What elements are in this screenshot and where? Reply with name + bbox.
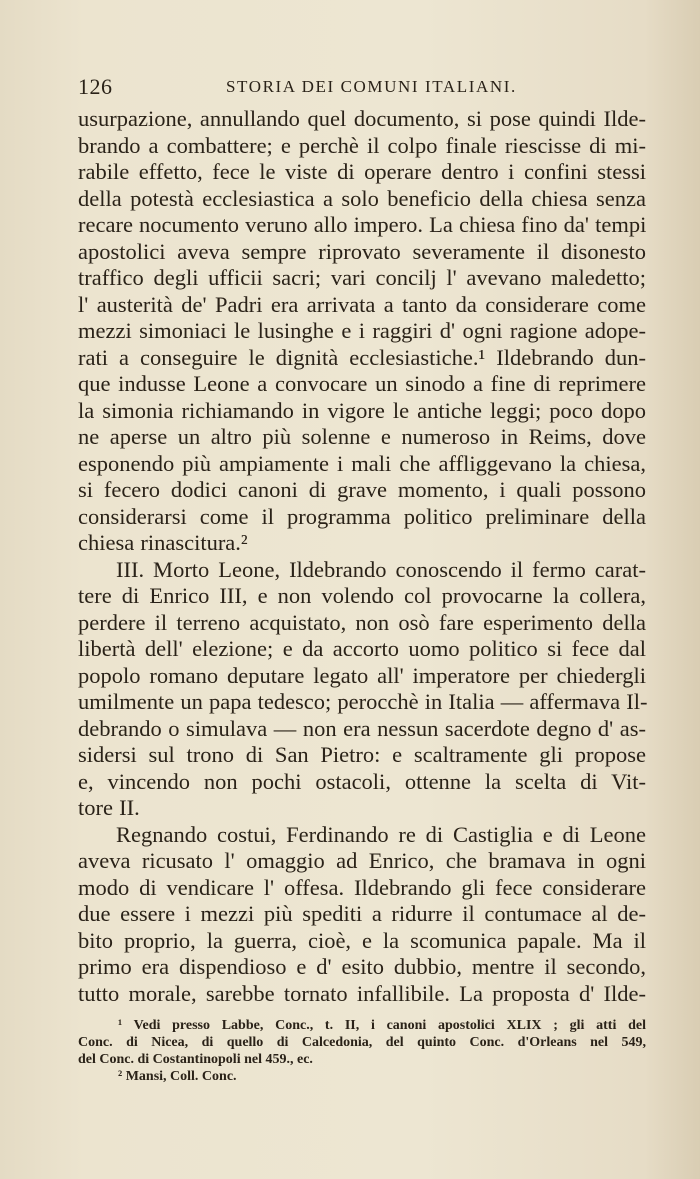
text-line: la simonia richiamando in vigore le antiche leggi; poco dopo (78, 397, 646, 423)
page-number: 126 (78, 74, 113, 99)
text-line: popolo romano deputare legato all' imperatore per chiedergli (78, 662, 646, 688)
text-line: brando a combattere; e perchè il colpo finale riescisse di mi- (78, 132, 646, 158)
text-line: perdere il terreno acquistato, non osò fare esperimento della (78, 609, 646, 635)
text-line: considerarsi come il programma politico preliminare della (78, 503, 646, 529)
footnote-line: ¹ Vedi presso Labbe, Conc., t. II, i canoni apostolici XLIX ; gli atti del (118, 1018, 646, 1033)
page-header (78, 74, 648, 102)
text-line: tutto morale, sarebbe tornato infallibile. La proposta d' Ilde- (78, 980, 646, 1006)
text-line: bito proprio, la guerra, cioè, e la scomunica papale. Ma il (78, 927, 646, 953)
footnote-line: del Conc. di Costantinopoli nel 459., ec. (78, 1052, 313, 1067)
footnotes (78, 1017, 646, 1085)
text-line: esponendo più ampiamente i mali che affliggevano la chiesa, (78, 450, 646, 476)
text-line: ne aperse un altro più solenne e numeroso in Reims, dove (78, 424, 646, 449)
text-line: apostolici aveva sempre riprovato severamente il disonesto (78, 238, 646, 264)
text-line: rati a conseguire le dignità ecclesiastiche.¹ Ildebrando dun- (78, 344, 646, 370)
running-title: STORIA DEI COMUNI ITALIANI. (226, 77, 517, 96)
text-line: sidersi sul trono di San Pietro: e scaltramente gli propose (78, 742, 646, 767)
text-line: della potestà ecclesiastica a solo beneficio della chiesa senza (78, 185, 646, 211)
text-line: recare nocumento veruno allo impero. La chiesa fino da' tempi (78, 212, 647, 237)
paragraph-start-line: Regnando costui, Ferdinando re di Castiglia e di Leone (116, 821, 646, 847)
text-line: traffico degli ufficii sacri; vari concilj l' avevano maledetto; (78, 265, 646, 290)
text-line: usurpazione, annullando quel documento, si pose quindi Ilde- (78, 106, 646, 131)
text-line: modo di vendicare l' offesa. Ildebrando gli fece considerare (78, 874, 646, 900)
footnote-line: ² Mansi, Coll. Conc. (118, 1069, 237, 1084)
text-line: chiesa rinascitura.² (78, 530, 248, 555)
text-line: umilmente un papa tedesco; perocchè in Italia — affermava Il- (78, 689, 648, 714)
text-line: libertà dell' elezione; e da accorto uomo politico si fece dal (78, 636, 646, 661)
text-line: que indusse Leone a convocare un sinodo a fine di reprimere (78, 371, 646, 396)
section-heading-line: III. Morto Leone, Ildebrando conoscendo il fermo carat- (116, 556, 646, 582)
text-line: e, vincendo non pochi ostacoli, ottenne la scelta di Vit- (78, 768, 646, 794)
text-line: si fecero dodici canoni di grave momento, i quali possono (78, 477, 646, 502)
text-line: tere di Enrico III, e non volendo col provocarne la collera, (78, 583, 646, 608)
text-line: l' austerità de' Padri era arrivata a tanto da considerare come (78, 291, 646, 317)
text-line: rabile effetto, fece le viste di operare dentro i confini stessi (78, 159, 646, 184)
text-line: mezzi simoniaci le lusinghe e i raggiri d' ogni ragione adope- (78, 318, 646, 343)
text-line: primo era dispendioso e d' esito dubbio, mentre il secondo, (78, 954, 646, 979)
text-line: due essere i mezzi più spediti a ridurre il contumace al de- (78, 901, 646, 926)
text-line: debrando o simulava — non era nessun sacerdote degno d' as- (78, 715, 646, 741)
footnote-line: Conc. di Nicea, di quello di Calcedonia, del quinto Conc. d'Orleans nel 549, (78, 1035, 646, 1050)
main-text (78, 106, 646, 1007)
text-line: aveva ricusato l' omaggio ad Enrico, che bramava in ogni (78, 848, 646, 873)
text-line: tore II. (78, 795, 140, 820)
